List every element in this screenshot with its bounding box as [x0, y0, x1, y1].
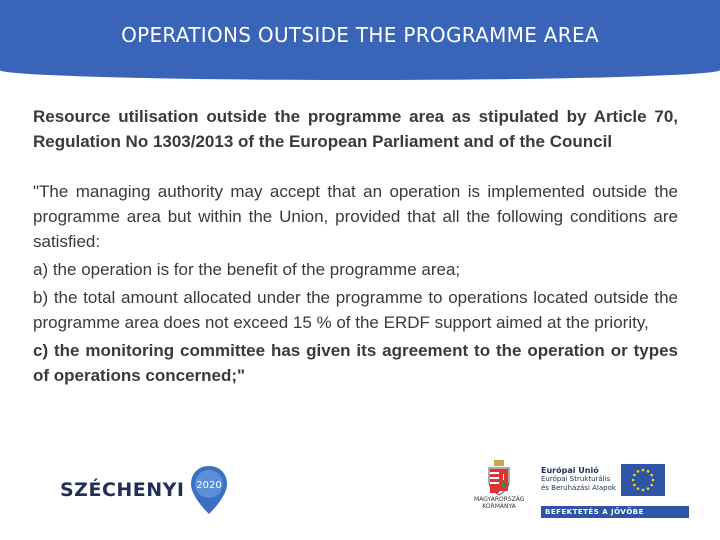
government-text-2: KORMÁNYA: [482, 503, 516, 510]
eu-star: [637, 487, 640, 490]
szechenyi-year: 2020: [195, 480, 222, 491]
eu-line-2: és Beruházási Alapok: [541, 484, 616, 492]
eu-star: [652, 479, 655, 482]
szechenyi-logo-text: SZÉCHENYI: [60, 479, 185, 501]
location-pin-icon: [189, 464, 229, 516]
eu-flag-icon: [621, 464, 665, 496]
quote-paragraph-1: "The managing authority may accept that an operation is implemented outside the programme area but within the Union, provided that all the following conditions are satisfied:: [33, 182, 678, 251]
eu-star: [637, 470, 640, 473]
eu-star: [642, 469, 645, 472]
title-banner: [0, 0, 720, 80]
eu-star: [632, 479, 635, 482]
quote-paragraph-4: c) the monitoring committee has given its agreement to the operation or types of operations concerned;": [33, 341, 678, 385]
eu-star: [633, 474, 636, 477]
eu-title: Európai Unió: [541, 466, 599, 475]
eu-star: [650, 484, 653, 487]
intro-paragraph: Resource utilisation outside the programme area as stipulated by Article 70, Regulation No 1303/2013 of the European Parliament and of the Council: [33, 107, 678, 151]
hungarian-government-logo: [474, 460, 524, 524]
quote-paragraph-3: b) the total amount allocated under the programme to operations located outside the programme area does not exceed 15 % of the ERDF support aimed at the priority,: [33, 288, 678, 332]
eu-slogan-bar: BEFEKTETÉS A JÖVŐBE: [541, 506, 689, 518]
slide-body: [33, 104, 678, 388]
eu-star: [650, 474, 653, 477]
quote-paragraph-2: a) the operation is for the benefit of the programme area;: [33, 260, 461, 279]
szechenyi-2020-logo: [60, 460, 229, 520]
eu-line-1: Európai Strukturális: [541, 475, 611, 483]
slide-title: OPERATIONS OUTSIDE THE PROGRAMME AREA: [121, 23, 599, 47]
eu-star: [642, 489, 645, 492]
eu-star: [647, 487, 650, 490]
government-text-1: MAGYARORSZÁG: [474, 496, 525, 503]
eu-star: [633, 484, 636, 487]
coat-of-arms-icon: [487, 460, 511, 496]
eu-funds-logo: [541, 464, 689, 520]
eu-star: [647, 470, 650, 473]
